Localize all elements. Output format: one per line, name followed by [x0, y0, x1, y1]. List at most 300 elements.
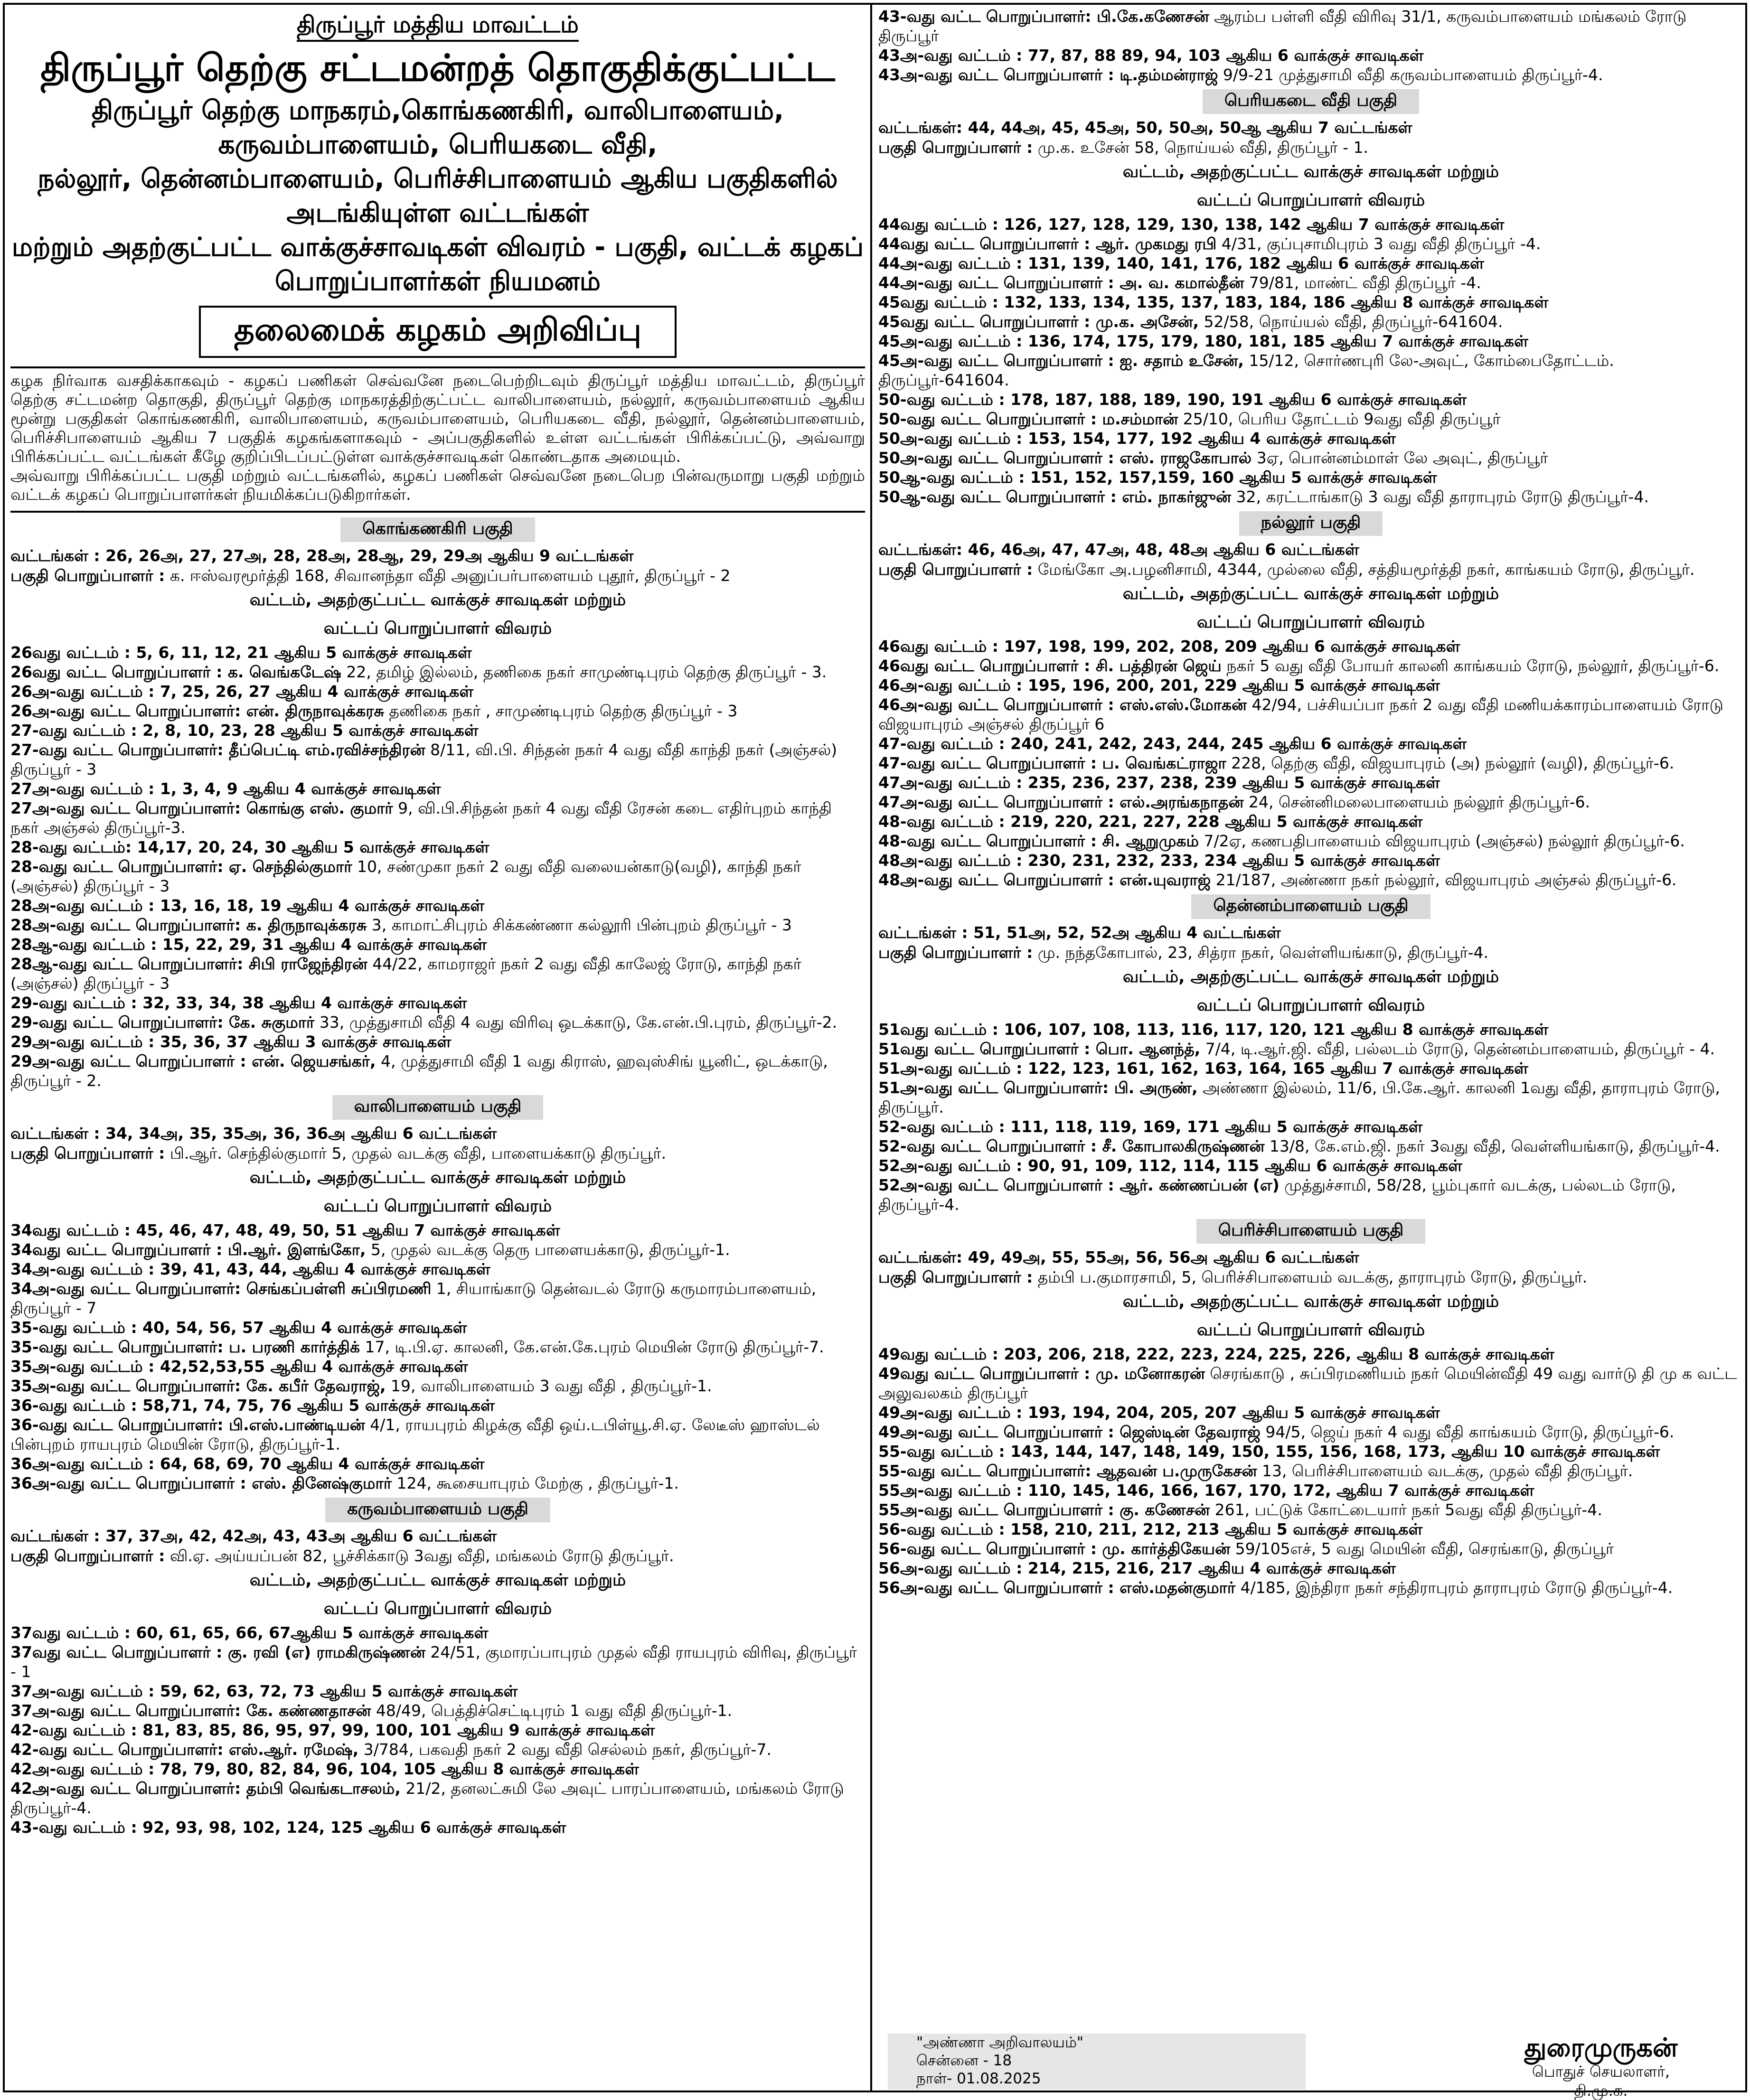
- ward-entry-key: 55-வது வட்டம் : 143, 144, 147, 148, 149, 150, 155, 156, 168, 173, ஆகிய 10 வாக்குச் சாவடிகள்: [878, 1442, 1660, 1461]
- ward-entry: [878, 65, 1743, 84]
- section: [878, 894, 1743, 1214]
- section-subheading-2: வட்டப் பொறுப்பாளர் விவரம்: [1196, 613, 1425, 632]
- ward-entry-detail: 3, காமாட்சிபுரம் சிக்கண்ணா கல்லூரி பின்புறம் திருப்பூர் - 3: [367, 916, 792, 934]
- ward-entry: [878, 656, 1743, 675]
- ward-entry: [10, 1337, 865, 1357]
- ward-entry-key: 26வது வட்ட பொறுப்பாளர் : க. வெங்கடேஷ்: [10, 663, 341, 681]
- signature-block: [1477, 2034, 1724, 2100]
- ward-entry-key: 50ஆ-வது வட்டம் : 151, 152, 157,159, 160 ஆகிய 5 வாக்குச் சாவடிகள்: [878, 468, 1437, 487]
- section-incharge-detail: மு. நந்தகோபால், 23, சித்ரா நகர், வெள்ளியங்காடு, திருப்பூர்-4.: [1037, 943, 1489, 962]
- ward-entry-detail: 17, டி.பி.ஏ. காலனி, கே.என்.கே.புரம் மெயின் ரோடு திருப்பூர்-7.: [360, 1338, 824, 1356]
- ward-entry-key: 44வது வட்ட பொறுப்பாளர் : ஆர். முகமது ரபி: [878, 234, 1217, 253]
- ward-entry-key: 42-வது வட்ட பொறுப்பாளர்: எஸ்.ஆர். ரமேஷ்,: [10, 1740, 359, 1759]
- ward-entry-detail: 7/4, டி.ஆர்.ஜி. வீதி, பல்லடம் ரோடு, தென்னம்பாளையம், திருப்பூர் - 4.: [1200, 1040, 1715, 1058]
- ward-entry-key: 56-வது வட்டம் : 158, 210, 211, 212, 213 ஆகிய 5 வாக்குச் சாவடிகள்: [878, 1520, 1423, 1538]
- section: [878, 511, 1743, 890]
- ward-entry-key: 45அ-வது வட்டம் : 136, 174, 175, 179, 180, 181, 185 ஆகிய 7 வாக்குச் சாவடிகள்: [878, 332, 1528, 350]
- ward-entry: [878, 1117, 1743, 1136]
- section-incharge-label: பகுதி பொறுப்பாளர் :: [878, 560, 1033, 579]
- ward-entry-detail: 25/10, பெரிய தோட்டம் 9வது வீதி திருப்பூர்: [1178, 410, 1501, 428]
- section-wards: [878, 1247, 1743, 1267]
- ward-entry: [878, 1558, 1743, 1578]
- ward-entry: [878, 637, 1743, 656]
- ward-entry-key: 28ஆ-வது வட்ட பொறுப்பாளர்: சிபி ராஜேந்திரன்: [10, 955, 367, 973]
- office-city: சென்னை - 18: [916, 2052, 1012, 2069]
- ward-entry-key: 45அ-வது வட்ட பொறுப்பாளர் : ஐ. சதாம் உசேன்,: [878, 351, 1244, 370]
- section-subheading-2: வட்டப் பொறுப்பாளர் விவரம்: [323, 1599, 552, 1618]
- ward-entry-key: 43-வது வட்டம் : 92, 93, 98, 102, 124, 125 ஆகிய 6 வாக்குச் சாவடிகள்: [10, 1818, 566, 1837]
- ward-entry: [10, 1051, 865, 1090]
- ward-entry: [878, 1364, 1743, 1403]
- ward-entry-detail: 8/11, வி.பி. சிந்தன் நகர் 4 வது வீதி காந்தி நகர் (அஞ்சல்) திருப்பூர் - 3: [10, 741, 837, 778]
- ward-entry-detail: 9/9-21 முத்துசாமி வீதி கருவம்பாளையம் திருப்பூர்-4.: [1218, 66, 1603, 84]
- section-wards: [878, 540, 1743, 560]
- section-subheading-1: வட்டம், அதற்குட்பட்ட வாக்குச் சாவடிகள் மற்றும்: [1122, 967, 1499, 986]
- ward-entry-key: 46அ-வது வட்ட பொறுப்பாளர் : எஸ்.எஸ்.மோகன்: [878, 695, 1247, 714]
- section-title: தென்னம்பாளையம் பகுதி: [1191, 894, 1430, 919]
- section-subheading-2: வட்டப் பொறுப்பாளர் விவரம்: [1196, 191, 1425, 210]
- ward-entry: [878, 1020, 1743, 1039]
- ward-entry: [878, 812, 1743, 831]
- ward-entry: [10, 701, 865, 721]
- ward-entry-key: 34அ-வது வட்டம் : 39, 41, 43, 44, ஆகிய 4 வாக்குச் சாவடிகள்: [10, 1260, 490, 1278]
- ward-entry: [878, 773, 1743, 792]
- ward-entry-key: 50அ-வது வட்ட பொறுப்பாளர் : எஸ். ராஜகோபால்: [878, 449, 1252, 467]
- ward-entry: [10, 896, 865, 915]
- ward-entry-detail: 4, முத்துசாமி வீதி 1 வது கிராஸ், ஹவுஸ்சிங் யூனிட், ஒடக்காடு, திருப்பூர் - 2.: [10, 1052, 828, 1090]
- ward-entry-detail: 21/187, அண்ணா நகர் நல்லூர், விஜயாபுரம் அஞ்சல் திருப்பூர்-6.: [1211, 871, 1677, 889]
- section-incharge-detail: மு.க. உசேன் 58, நொய்யல் வீதி, திருப்பூர் - 1.: [1037, 138, 1369, 157]
- ward-entry: [10, 1415, 865, 1454]
- ward-entry: [878, 409, 1743, 429]
- ward-entry-key: 29அ-வது வட்ட பொறுப்பாளர் : என். ஜெயசங்கர்,: [10, 1052, 376, 1070]
- ward-entry: [878, 7, 1743, 46]
- section-subheading-2: வட்டப் பொறுப்பாளர் விவரம்: [323, 1197, 552, 1216]
- ward-entry: [878, 1136, 1743, 1156]
- ward-entry-detail: 124, கூசையாபுரம் மேற்கு , திருப்பூர்-1.: [392, 1474, 679, 1492]
- section-title-wrap: [878, 511, 1743, 536]
- ward-entry-key: 36அ-வது வட்டம் : 64, 68, 69, 70 ஆகிய 4 வாக்குச் சாவடிகள்: [10, 1454, 485, 1473]
- section-subheading-1: வட்டம், அதற்குட்பட்ட வாக்குச் சாவடிகள் மற்றும்: [1122, 1292, 1499, 1311]
- ward-entry: [878, 1059, 1743, 1078]
- ward-entry: [878, 870, 1743, 890]
- ward-entry: [10, 1681, 865, 1701]
- ward-entry-key: 37வது வட்டம் : 60, 61, 65, 66, 67ஆகிய 5 வாக்குச் சாவடிகள்: [10, 1623, 489, 1642]
- ward-entry-detail: 59/105எச், 5 வது மெயின் வீதி, செரங்காடு, திருப்பூர்: [1230, 1539, 1614, 1558]
- ward-entry: [878, 253, 1743, 273]
- header: [10, 7, 865, 368]
- party-name: தி.மு.க.: [1574, 2081, 1628, 2100]
- ward-entry-key: 35அ-வது வட்டம் : 42,52,53,55 ஆகிய 4 வாக்குச் சாவடிகள்: [10, 1357, 468, 1376]
- ward-entry-key: 28அ-வது வட்ட பொறுப்பாளர்: க. திருநாவுக்கரசு: [10, 916, 367, 934]
- ward-entry-key: 37வது வட்ட பொறுப்பாளர் : கு. ரவி (எ) ராமகிருஷ்ணன்: [10, 1643, 425, 1661]
- ward-entry: [878, 351, 1743, 390]
- ward-entry-key: 47அ-வது வட்ட பொறுப்பாளர் : எல்.அரங்கநாதன்: [878, 793, 1244, 811]
- ward-entry-key: 46வது வட்ட பொறுப்பாளர் : சி. பத்திரன் ஜெய்: [878, 656, 1222, 675]
- ward-entry: [878, 1403, 1743, 1422]
- ward-entry: [10, 1259, 865, 1279]
- ward-entry: [878, 273, 1743, 292]
- section-incharge-detail: க. ஈஸ்வரமூர்த்தி 168, சிவானந்தா வீதி அனுப்பர்பாளையம் புதூர், திருப்பூர் - 2: [169, 566, 731, 585]
- ward-entry: [878, 1422, 1743, 1442]
- ward-entry-key: 29-வது வட்டம் : 32, 33, 34, 38 ஆகிய 4 வாக்குச் சாவடிகள்: [10, 994, 467, 1012]
- ward-entry: [10, 954, 865, 993]
- ward-entry-key: 56அ-வது வட்ட பொறுப்பாளர் : எஸ்.மதன்குமார்: [878, 1578, 1236, 1597]
- ward-entry-key: 48அ-வது வட்ட பொறுப்பாளர் : என்.யுவராஜ்: [878, 871, 1211, 889]
- section: [10, 1498, 865, 1837]
- ward-entry: [10, 1740, 865, 1759]
- ward-entry-key: 26அ-வது வட்டம் : 7, 25, 26, 27 ஆகிய 4 வாக்குச் சாவடிகள்: [10, 682, 474, 701]
- ward-entry-detail: 24/51, குமாரப்பாபுரம் முதல் வீதி ராயபுரம் விரிவு, திருப்பூர் - 1: [10, 1643, 857, 1681]
- ward-entry-key: 50-வது வட்டம் : 178, 187, 188, 189, 190, 191 ஆகிய 6 வாக்குச் சாவடிகள்: [878, 390, 1467, 409]
- ward-entry-detail: 3ஏ, பொன்னம்மாள் லே அவுட், திருப்பூர்: [1251, 449, 1548, 467]
- section-incharge-label: பகுதி பொறுப்பாளர் :: [878, 1268, 1033, 1286]
- ward-entry-key: 50ஆ-வது வட்ட பொறுப்பாளர் : எம். நாகர்ஜுன்: [878, 488, 1232, 506]
- ward-entry-key: 56அ-வது வட்டம் : 214, 215, 216, 217 ஆகிய 4 வாக்குச் சாவடிகள்: [878, 1559, 1396, 1577]
- ward-entry-key: 45வது வட்டம் : 132, 133, 134, 135, 137, 183, 184, 186 ஆகிய 8 வாக்குச் சாவடிகள்: [878, 293, 1549, 311]
- section-title-wrap: [878, 894, 1743, 919]
- ward-entry: [878, 468, 1743, 487]
- ward-entry-detail: 79/81, மாண்ட் வீதி திருப்பூர் -4.: [1244, 273, 1481, 292]
- ward-entry: [10, 798, 865, 837]
- ward-entry-key: 47-வது வட்ட பொறுப்பாளர் : ப. வெங்கட்ராஜா: [878, 754, 1226, 772]
- section: [878, 1219, 1743, 1597]
- ward-entry-key: 49வது வட்டம் : 203, 206, 218, 222, 223, 224, 225, 226, ஆகிய 8 வாக்குச் சாவடிகள்: [878, 1345, 1554, 1363]
- ward-entry-key: 52அ-வது வட்ட பொறுப்பாளர் : ஆர். கண்ணப்பன் (எ): [878, 1176, 1280, 1194]
- ward-entry: [878, 331, 1743, 351]
- section: [878, 89, 1743, 506]
- section: [10, 517, 865, 1090]
- section-subheading-1: வட்டம், அதற்குட்பட்ட வாக்குச் சாவடிகள் மற்றும்: [249, 1571, 626, 1590]
- ward-entry: [878, 753, 1743, 773]
- ward-entry: [878, 1078, 1743, 1117]
- ward-entry: [10, 915, 865, 935]
- ward-entry: [878, 1344, 1743, 1364]
- ward-entry-key: 52அ-வது வட்டம் : 90, 91, 109, 112, 114, 115 ஆகிய 6 வாக்குச் சாவடிகள்: [878, 1156, 1462, 1175]
- section-incharge-label: பகுதி பொறுப்பாளர் :: [878, 138, 1033, 157]
- ward-entry-key: 50அ-வது வட்டம் : 153, 154, 177, 192 ஆகிய 4 வாக்குச் சாவடிகள்: [878, 429, 1396, 448]
- ward-entry: [10, 779, 865, 798]
- section-title-wrap: [10, 1498, 865, 1522]
- section-incharge-detail: பி.ஆர். செந்தில்குமார் 5, முதல் வடக்கு வீதி, பாளையக்காடு திருப்பூர்.: [169, 1144, 667, 1162]
- ward-entry-key: 27அ-வது வட்டம் : 1, 3, 4, 9 ஆகிய 4 வாக்குச் சாவடிகள்: [10, 779, 441, 798]
- ward-entry-detail: 3/784, பகவதி நகர் 2 வது வீதி செல்லம் நகர், திருப்பூர்-7.: [358, 1740, 772, 1759]
- ward-entry-key: 55-வது வட்ட பொறுப்பாளர்: ஆதவன் ப.முருகேசன்: [878, 1462, 1257, 1480]
- ward-entry-key: 50-வது வட்ட பொறுப்பாளர் : ம.சம்மான்: [878, 410, 1178, 428]
- ward-entry: [10, 1032, 865, 1051]
- office-name: "அண்ணா அறிவாலயம்": [916, 2034, 1084, 2051]
- section-wards-text: வட்டங்கள் : 37, 37அ, 42, 42அ, 43, 43அ ஆகிய 6 வட்டங்கள்: [10, 1527, 497, 1545]
- right-top-entries: [878, 7, 1743, 84]
- ward-entry-detail: 228, தெற்கு வீதி, விஜயாபுரம் (அ) நல்லூர் (வழி), திருப்பூர்-6.: [1226, 754, 1675, 772]
- ward-entry-key: 43அ-வது வட்ட பொறுப்பாளர் : டி.தம்மன்ராஜ்: [878, 66, 1218, 84]
- ward-entry-detail: 13/8, கே.எம்.ஜி. நகர் 3வது வீதி, வெள்ளியங்காடு, திருப்பூர்-4.: [1264, 1137, 1720, 1155]
- ward-entry: [878, 1461, 1743, 1481]
- section-incharge-label: பகுதி பொறுப்பாளர் :: [10, 1144, 165, 1162]
- constituency-title: திருப்பூர் தெற்கு சட்டமன்றத் தொகுதிக்குட்பட்ட: [40, 47, 835, 90]
- ward-entry-key: 42-வது வட்டம் : 81, 83, 85, 86, 95, 97, 99, 100, 101 ஆகிய 9 வாக்குச் சாவடிகள்: [10, 1721, 655, 1739]
- areas-line-2: நல்லூர், தென்னம்பாளையம், பெரிச்சிபாளையம் ஆகிய பகுதிகளில் அடங்கியுள்ள வட்டங்கள்: [38, 163, 838, 228]
- section-subheading-2: வட்டப் பொறுப்பாளர் விவரம்: [1196, 996, 1425, 1015]
- ward-entry-key: 48அ-வது வட்டம் : 230, 231, 232, 233, 234 ஆகிய 5 வாக்குச் சாவடிகள்: [878, 851, 1440, 870]
- ward-entry-key: 35அ-வது வட்ட பொறுப்பாளர்: கே. கபீர் தேவராஜ்,: [10, 1377, 386, 1395]
- ward-entry-detail: 4/1, ராயபுரம் கிழக்கு வீதி ஒய்.டபிள்யூ.சி.ஏ. லேடீஸ் ஹாஸ்டல் பின்புறம் ராயபுரம் மெயின் ரோடு, திருப்பூர்-1.: [10, 1416, 820, 1453]
- ward-entry-key: 34வது வட்டம் : 45, 46, 47, 48, 49, 50, 51 ஆகிய 7 வாக்குச் சாவடிகள்: [10, 1221, 560, 1239]
- ward-entry: [10, 1642, 865, 1681]
- ward-entry: [10, 740, 865, 779]
- section-subheading-2: வட்டப் பொறுப்பாளர் விவரம்: [1196, 1321, 1425, 1340]
- ward-entry-key: 27-வது வட்டம் : 2, 8, 10, 23, 28 ஆகிய 5 வாக்குச் சாவடிகள்: [10, 721, 479, 740]
- issue-date: நாள்- 01.08.2025: [916, 2070, 1041, 2087]
- ward-entry: [10, 1701, 865, 1720]
- section-subheading-1: வட்டம், அதற்குட்பட்ட வாக்குச் சாவடிகள் மற்றும்: [1122, 584, 1499, 603]
- ward-entry-key: 51அ-வது வட்ட பொறுப்பாளர்: பி. அருண்,: [878, 1078, 1198, 1097]
- section-incharge: [878, 138, 1743, 158]
- ward-entry-key: 34வது வட்ட பொறுப்பாளர் : பி.ஆர். இளங்கோ,: [10, 1240, 366, 1259]
- ward-entry-key: 49அ-வது வட்டம் : 193, 194, 204, 205, 207 ஆகிய 5 வாக்குச் சாவடிகள்: [878, 1403, 1440, 1422]
- ward-entry-key: 36-வது வட்டம் : 58,71, 74, 75, 76 ஆகிய 5 வாக்குச் சாவடிகள்: [10, 1396, 495, 1415]
- section-incharge-detail: மேங்கோ அ.பழனிசாமி, 4344, முல்லை வீதி, சத்தியமூர்த்தி நகர், காங்கயம் ரோடு, திருப்பூர்.: [1037, 560, 1695, 579]
- ward-entry-key: 35-வது வட்டம் : 40, 54, 56, 57 ஆகிய 4 வாக்குச் சாவடிகள்: [10, 1318, 467, 1337]
- ward-entry: [878, 215, 1743, 234]
- section-subheading-2: வட்டப் பொறுப்பாளர் விவரம்: [323, 619, 552, 638]
- ward-entry: [10, 935, 865, 954]
- ward-entry: [10, 1376, 865, 1396]
- section-incharge: [10, 1144, 865, 1163]
- ward-entry: [10, 1318, 865, 1337]
- column-divider: [870, 3, 872, 2092]
- ward-entry-detail: 52/58, நொய்யல் வீதி, திருப்பூர்-641604.: [1199, 312, 1503, 331]
- address-box: [888, 2034, 1306, 2090]
- ward-entry: [878, 46, 1743, 65]
- section-incharge: [878, 943, 1743, 963]
- section-title: நல்லூர் பகுதி: [1239, 511, 1383, 536]
- ward-entry: [878, 448, 1743, 468]
- ward-entry-key: 51வது வட்ட பொறுப்பாளர் : பொ. ஆனந்த்,: [878, 1040, 1201, 1058]
- ward-entry: [10, 721, 865, 740]
- ward-entry: [10, 1357, 865, 1376]
- ward-entry: [878, 390, 1743, 409]
- signatory-designation: பொதுச் செயலாளர்,: [1532, 2062, 1670, 2081]
- ward-entry: [10, 1220, 865, 1240]
- ward-entry-detail: 10, சண்முகா நகர் 2 வது வீதி வலையன்காடு(வழி), காந்தி நகர் (அஞ்சல்) திருப்பூர் - 3: [10, 857, 801, 895]
- ward-entry-key: 49வது வட்ட பொறுப்பாளர் : மு. மனோகரன்: [878, 1364, 1205, 1383]
- ward-entry-key: 42அ-வது வட்ட பொறுப்பாளர்: தம்பி வெங்கடாசலம்,: [10, 1779, 401, 1798]
- ward-entry: [878, 675, 1743, 695]
- ward-entry: [878, 1442, 1743, 1461]
- ward-entry-key: 29அ-வது வட்டம் : 35, 36, 37 ஆகிய 3 வாக்குச் சாவடிகள்: [10, 1032, 452, 1051]
- ward-entry-key: 36-வது வட்ட பொறுப்பாளர்: பி.எஸ்.பாண்டியன்: [10, 1416, 365, 1434]
- areas-line-3: மற்றும் அதற்குட்பட்ட வாக்குச்சாவடிகள் விவரம் - பகுதி, வட்டக் கழகப் பொறுப்பாளர்கள் நியமனம்: [11, 232, 864, 296]
- section-title-wrap: [878, 1219, 1743, 1244]
- section-wards: [878, 923, 1743, 943]
- ward-entry: [10, 662, 865, 682]
- ward-entry-detail: 13, பெரிச்சிபாளையம் வடக்கு, முதல் வீதி திருப்பூர்.: [1257, 1462, 1633, 1480]
- ward-entry-key: 52-வது வட்டம் : 111, 118, 119, 169, 171 ஆகிய 5 வாக்குச் சாவடிகள்: [878, 1117, 1423, 1136]
- ward-entry: [10, 1779, 865, 1818]
- ward-entry: [10, 682, 865, 701]
- ward-entry: [878, 851, 1743, 870]
- ward-entry-key: 48-வது வட்டம் : 219, 220, 221, 227, 228 ஆகிய 5 வாக்குச் சாவடிகள்: [878, 812, 1423, 831]
- ward-entry: [10, 1623, 865, 1642]
- ward-entry-detail: 15/12, சொர்ணபுரி லே-அவுட், கோம்பைதோட்டம். திருப்பூர்-641604.: [878, 351, 1614, 389]
- ward-entry: [878, 487, 1743, 506]
- ward-entry: [878, 1175, 1743, 1214]
- section-subheading-1: வட்டம், அதற்குட்பட்ட வாக்குச் சாவடிகள் மற்றும்: [1122, 162, 1499, 181]
- section: [10, 1095, 865, 1493]
- ward-entry-detail: 48/49, பெத்திச்செட்டிபுரம் 1 வது வீதி திருப்பூர்-1.: [371, 1701, 733, 1720]
- section-incharge: [10, 1546, 865, 1566]
- section-incharge: [878, 1267, 1743, 1287]
- section-wards: [10, 1124, 865, 1144]
- section-wards: [10, 546, 865, 566]
- ward-entry: [878, 1500, 1743, 1519]
- ward-entry: [10, 1240, 865, 1259]
- ward-entry-key: 52-வது வட்ட பொறுப்பாளர் : சீ. கோபாலகிருஷ்ணன்: [878, 1137, 1265, 1155]
- section-title: பெரிச்சிபாளையம் பகுதி: [1196, 1219, 1425, 1244]
- ward-entry-detail: 5, முதல் வடக்கு தெரு பாளையக்காடு, திருப்பூர்-1.: [366, 1240, 730, 1259]
- ward-entry: [878, 1519, 1743, 1539]
- section-wards-text: வட்டங்கள்: 49, 49அ, 55, 55அ, 56, 56அ ஆகிய 6 வட்டங்கள்: [878, 1248, 1359, 1266]
- section-wards-text: வட்டங்கள்: 44, 44அ, 45, 45அ, 50, 50அ, 50ஆ ஆகிய 7 வட்டங்கள்: [878, 118, 1412, 137]
- section-incharge-label: பகுதி பொறுப்பாளர் :: [10, 1547, 165, 1565]
- ward-entry-detail: ஆரம்ப பள்ளி வீதி விரிவு 31/1, கருவம்பாளையம் மங்கலம் ரோடு திருப்பூர்: [878, 7, 1687, 45]
- ward-entry-key: 26வது வட்டம் : 5, 6, 11, 12, 21 ஆகிய 5 வாக்குச் சாவடிகள்: [10, 643, 472, 662]
- section-wards-text: வட்டங்கள் : 34, 34அ, 35, 35அ, 36, 36அ ஆகிய 6 வட்டங்கள்: [10, 1124, 497, 1143]
- footer: [878, 2033, 1743, 2100]
- ward-entry-key: 47-வது வட்டம் : 240, 241, 242, 243, 244, 245 ஆகிய 6 வாக்குச் சாவடிகள்: [878, 734, 1467, 753]
- section-incharge-detail: தம்பி ப.குமாரசாமி, 5, பெரிச்சிபாளையம் வடக்கு, தாராபுரம் ரோடு, திருப்பூர்.: [1037, 1268, 1588, 1286]
- ward-entry-detail: 9, வி.பி.சிந்தன் நகர் 4 வது வீதி ரேசன் கடை எதிர்புறம் காந்தி நகர் அஞ்சல் திருப்பூர்-3.: [10, 799, 832, 837]
- district-title: திருப்பூர் மத்திய மாவட்டம்: [297, 9, 579, 42]
- ward-entry-detail: 44/22, காமராஜர் நகர் 2 வது வீதி காலேஜ் ரோடு, காந்தி நகர் (அஞ்சல்) திருப்பூர் - 3: [10, 955, 801, 993]
- ward-entry-key: 28-வது வட்டம்: 14,17, 20, 24, 30 ஆகிய 5 வாக்குச் சாவடிகள்: [10, 838, 489, 856]
- ward-entry-key: 35-வது வட்ட பொறுப்பாளர்: ப. பரணி கார்த்திக்: [10, 1338, 360, 1356]
- ward-entry-key: 51வது வட்டம் : 106, 107, 108, 113, 116, 117, 120, 121 ஆகிய 8 வாக்குச் சாவடிகள்: [878, 1020, 1549, 1039]
- ward-entry-key: 28ஆ-வது வட்டம் : 15, 22, 29, 31 ஆகிய 4 வாக்குச் சாவடிகள்: [10, 935, 487, 954]
- ward-entry: [878, 429, 1743, 448]
- ward-entry-detail: 33, முத்துசாமி வீதி 4 வது விரிவு ஒடக்காடு, கே.என்.பி.புரம், திருப்பூர்-2.: [314, 1013, 837, 1031]
- ward-entry-key: 55அ-வது வட்டம் : 110, 145, 146, 166, 167, 170, 172, ஆகிய 7 வாக்குச் சாவடிகள்: [878, 1481, 1534, 1500]
- ward-entry-detail: 261, பட்டுக் கோட்டையார் நகர் 5வது வீதி திருப்பூர்-4.: [1210, 1500, 1602, 1519]
- ward-entry-key: 27-வது வட்ட பொறுப்பாளர்: தீப்பெட்டி எம்.ரவிச்சந்திரன்: [10, 741, 425, 759]
- ward-entry-key: 29-வது வட்ட பொறுப்பாளர்: கே. சுகுமார்: [10, 1013, 315, 1031]
- ward-entry-key: 46வது வட்டம் : 197, 198, 199, 202, 208, 209 ஆகிய 6 வாக்குச் சாவடிகள்: [878, 637, 1460, 656]
- ward-entry: [878, 312, 1743, 331]
- right-column: [878, 7, 1743, 2034]
- section-subheading-1: வட்டம், அதற்குட்பட்ட வாக்குச் சாவடிகள் மற்றும்: [249, 1168, 626, 1187]
- ward-entry-detail: தணிகை நகர் , சாமுண்டிபுரம் தெற்கு திருப்பூர் - 3: [384, 702, 738, 720]
- section-title-wrap: [878, 89, 1743, 114]
- section-incharge-label: பகுதி பொறுப்பாளர் :: [878, 943, 1033, 962]
- ward-entry-detail: 94/5, ஜெய் நகர் 4 வது வீதி காங்கயம் ரோடு, திருப்பூர்-6.: [1260, 1423, 1675, 1441]
- ward-entry-key: 44அ-வது வட்டம் : 131, 139, 140, 141, 176, 182 ஆகிய 6 வாக்குச் சாவடிகள்: [878, 254, 1484, 272]
- ward-entry-detail: 7/2ஏ, கணபதிபாளையம் விஜயாபுரம் (அஞ்சல்) நல்லூர் திருப்பூர்-6.: [1199, 832, 1685, 850]
- ward-entry: [10, 1759, 865, 1779]
- intro: [10, 371, 865, 504]
- ward-entry-detail: அண்ணா இல்லம், 11/6, பி.கே.ஆர். காலனி 1வது வீதி, தாராபுரம் ரோடு, திருப்பூர்.: [878, 1078, 1720, 1116]
- ward-entry: [878, 1481, 1743, 1500]
- section-title-wrap: [10, 1095, 865, 1120]
- ward-entry-key: 47அ-வது வட்டம் : 235, 236, 237, 238, 239 ஆகிய 5 வாக்குச் சாவடிகள்: [878, 773, 1440, 792]
- section-wards: [878, 118, 1743, 138]
- section-wards-text: வட்டங்கள் : 51, 51அ, 52, 52அ ஆகிய 4 வட்டங்கள்: [878, 923, 1281, 942]
- ward-entry-key: 46அ-வது வட்டம் : 195, 196, 200, 201, 229 ஆகிய 5 வாக்குச் சாவடிகள்: [878, 676, 1440, 694]
- ward-entry-key: 48-வது வட்ட பொறுப்பாளர் : சி. ஆறுமுகம்: [878, 832, 1199, 850]
- ward-entry-detail: நகர் 5 வது வீதி போயர் காலனி காங்கயம் ரோடு, நல்லூர், திருப்பூர்-6.: [1221, 656, 1720, 675]
- ward-entry: [10, 643, 865, 662]
- ward-entry: [878, 792, 1743, 812]
- section-subheading-1: வட்டம், அதற்குட்பட்ட வாக்குச் சாவடிகள் மற்றும்: [249, 591, 626, 609]
- ward-entry-key: 28-வது வட்ட பொறுப்பாளர்: ஏ. செந்தில்குமார்: [10, 857, 352, 876]
- ward-entry: [10, 1473, 865, 1493]
- intro-separator: [10, 511, 865, 513]
- intro-paragraph-2: அவ்வாறு பிரிக்கப்பட்ட பகுதி மற்றும் வட்டங்களில், கழகப் பணிகள் செவ்வனே நடைபெற பின்வருமாறு பகுதி மற்றும் வட்டக் கழகப் பொறுப்பாளர்கள் நியமிக்கப்படுகிறார்கள்.: [10, 466, 865, 504]
- ward-entry: [878, 1156, 1743, 1175]
- hq-notice-box: தலைமைக் கழகம் அறிவிப்பு: [199, 306, 677, 358]
- ward-entry: [878, 1039, 1743, 1059]
- ward-entry-key: 51அ-வது வட்டம் : 122, 123, 161, 162, 163, 164, 165 ஆகிய 7 வாக்குச் சாவடிகள்: [878, 1059, 1528, 1078]
- left-sections: [10, 517, 865, 1837]
- ward-entry: [10, 1279, 865, 1318]
- section-wards: [10, 1526, 865, 1546]
- ward-entry: [10, 1012, 865, 1032]
- ward-entry-detail: முத்துச்சாமி, 58/28, பூம்புகார் வடக்கு, பல்லடம் ரோடு, திருப்பூர்-4.: [878, 1176, 1676, 1214]
- ward-entry-key: 49அ-வது வட்ட பொறுப்பாளர் : ஜெஸ்டின் தேவராஜ்: [878, 1423, 1261, 1441]
- ward-entry-detail: 4/31, குப்புசாமிபுரம் 3 வது வீதி திருப்பூர் -4.: [1216, 234, 1541, 253]
- section-incharge: [878, 560, 1743, 580]
- section-title: பெரியகடை வீதி பகுதி: [1203, 89, 1419, 114]
- intro-paragraph-1: கழக நிர்வாக வசதிக்காகவும் - கழகப் பணிகள் செவ்வனே நடைபெற்றிடவும் திருப்பூர் மத்திய மாவட்டம், திருப்பூர் தெற்கு சட்டமன்ற தொகுதி, திருப்பூர் தெற்கு மாநகரத்திற்குட்பட்ட வாலிபாளையம், நல்லூர், கருவம்பாளையம் ஆகிய மூன்று பகுதிகள் கொங்கணகிரி, வாலிபாளையம், கருவம்பாளையம், பெரியகடை வீதி, நல்லூர், தென்னம்பாளையம், பெரிச்சிபாளையம் ஆகிய 7 பகுதிக் கழகங்களாகவும் - அப்பகுதிகளில் உள்ள வட்டங்கள் பிரிக்கப்பட்டு, அவ்வாறு பிரிக்கப்பட்ட வட்டங்கள் கீழே குறிப்பிடப்பட்டுள்ள வாக்குச்சாவடிகள் கொண்டதாக அமையும்.: [10, 371, 865, 466]
- signatory-name: துரைமுருகன்: [1524, 2033, 1678, 2062]
- ward-entry: [878, 1578, 1743, 1597]
- ward-entry-key: 56-வது வட்ட பொறுப்பாளர் : மு. கார்த்திகேயன்: [878, 1539, 1231, 1558]
- ward-entry-key: 43-வது வட்ட பொறுப்பாளர்: பி.கே.கணேசன்: [878, 7, 1209, 26]
- ward-entry: [878, 831, 1743, 851]
- ward-entry: [878, 695, 1743, 734]
- ward-entry: [878, 1539, 1743, 1558]
- section-incharge-label: பகுதி பொறுப்பாளர் :: [10, 566, 165, 585]
- ward-entry-detail: 1, சியாங்காடு தென்வடல் ரோடு கருமாரம்பாளையம், திருப்பூர் - 7: [10, 1279, 817, 1317]
- left-column: [10, 7, 865, 2091]
- ward-entry: [10, 1818, 865, 1837]
- ward-entry-key: 44அ-வது வட்ட பொறுப்பாளர் : அ. வ. கமால்தீன்: [878, 273, 1244, 292]
- section-incharge: [10, 566, 865, 586]
- ward-entry: [10, 857, 865, 896]
- ward-entry: [878, 234, 1743, 253]
- ward-entry: [10, 1720, 865, 1740]
- ward-entry-key: 42அ-வது வட்டம் : 78, 79, 80, 82, 84, 96, 104, 105 ஆகிய 8 வாக்குச் சாவடிகள்: [10, 1760, 639, 1778]
- ward-entry-key: 37அ-வது வட்ட பொறுப்பாளர்: கே. கண்ணதாசன்: [10, 1701, 371, 1720]
- ward-entry-detail: 24, சென்னிமலைபாளையம் நல்லூர் திருப்பூர்-6.: [1243, 793, 1590, 811]
- ward-entry: [10, 993, 865, 1012]
- ward-entry-key: 43அ-வது வட்டம் : 77, 87, 88 89, 94, 103 ஆகிய 6 வாக்குச் சாவடிகள்: [878, 46, 1424, 65]
- ward-entry-detail: 22, தமிழ் இல்லம், தணிகை நகர் சாமுண்டிபுரம் தெற்கு திருப்பூர் - 3.: [341, 663, 827, 681]
- section-wards-text: வட்டங்கள் : 26, 26அ, 27, 27அ, 28, 28அ, 28ஆ, 29, 29அ ஆகிய 9 வட்டங்கள்: [10, 546, 634, 565]
- section-title-wrap: [10, 517, 865, 542]
- ward-entry-key: 27அ-வது வட்ட பொறுப்பாளர்: கொங்கு எஸ். குமார்: [10, 799, 393, 817]
- section-title: கொங்கணகிரி பகுதி: [340, 517, 535, 542]
- ward-entry-key: 34அ-வது வட்ட பொறுப்பாளர்: செங்கப்பள்ளி சுப்பிரமணி: [10, 1279, 432, 1298]
- section-wards-text: வட்டங்கள்: 46, 46அ, 47, 47அ, 48, 48அ ஆகிய 6 வட்டங்கள்: [878, 540, 1359, 559]
- ward-entry-detail: 21/2, தனலட்சுமி லே அவுட் பாரப்பாளையம், மங்கலம் ரோடு திருப்பூர்-4.: [10, 1779, 844, 1817]
- ward-entry-key: 45வது வட்ட பொறுப்பாளர் : மு.க. அசேன்,: [878, 312, 1199, 331]
- ward-entry-detail: செரங்காடு , சுப்பிரமணியம் நகர் மெயின்வீதி 49 வது வார்டு தி மு க வட்ட அலுவலகம் திருப்பூர்: [878, 1364, 1737, 1402]
- section-title: கருவம்பாளையம் பகுதி: [325, 1498, 550, 1522]
- ward-entry-key: 37அ-வது வட்டம் : 59, 62, 63, 72, 73 ஆகிய 5 வாக்குச் சாவடிகள்: [10, 1682, 518, 1700]
- ward-entry-detail: 42/94, பச்சியப்பா நகர் 2 வது வீதி மணியக்காரம்பாளையம் ரோடு விஜயாபுரம் அஞ்சல் திருப்பூர் 6: [878, 695, 1723, 733]
- ward-entry: [10, 1454, 865, 1473]
